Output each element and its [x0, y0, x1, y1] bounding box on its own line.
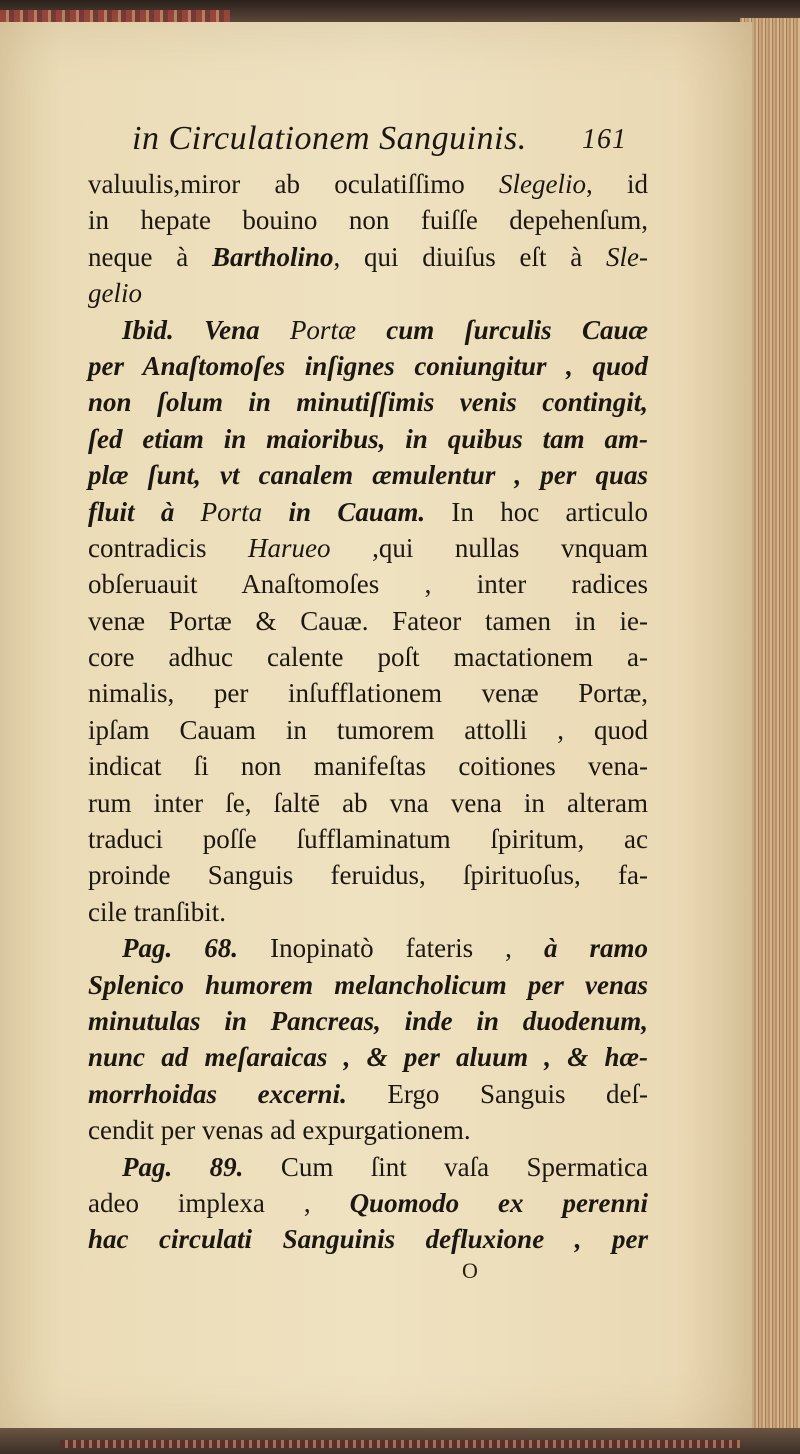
text-run: Splenico humorem melancholicum per venas: [88, 969, 648, 1000]
text-line: [88, 166, 648, 202]
text-line: [88, 348, 648, 384]
text-run: venæ Portæ & Cauæ. Fateor tamen in ie-: [88, 605, 648, 636]
text-line: [88, 494, 648, 530]
text-line: [88, 239, 648, 275]
text-line: [88, 930, 648, 966]
text-run: per Anaſtomoſes inſignes coniungitur , quod: [88, 350, 648, 381]
text-line: [88, 1003, 648, 1039]
text-run: Pag. 89.: [122, 1151, 244, 1182]
text-line: [88, 748, 648, 784]
text-run: ſed etiam in maioribus, in quibus tam am-: [88, 423, 648, 454]
text-run: gelio: [88, 278, 142, 309]
text-line: [88, 1112, 648, 1148]
text-run: adeo implexa ,: [88, 1187, 350, 1218]
text-run: core adhuc calente poſt mactationem a-: [88, 642, 648, 673]
text-run: non ſolum in minutiſſimis venis contingit,: [88, 387, 648, 418]
text-line: [88, 857, 648, 893]
text-run: minutulas in Pancreas, inde in duodenum,: [88, 1005, 648, 1036]
text-run: Inopinatò fateris ,: [238, 933, 544, 964]
text-line: [88, 1221, 648, 1257]
text-run: Bartholino: [211, 241, 334, 272]
text-line: [88, 821, 648, 857]
running-head-title: in Circulationem Sanguinis.: [132, 120, 527, 157]
text-run: Cum ſint vaſa Spermatica: [243, 1151, 648, 1182]
text-run: contradicis: [88, 532, 249, 563]
text-line: [88, 639, 648, 675]
text-line: [88, 202, 648, 238]
text-line: [88, 566, 648, 602]
text-run: in hepate bouino non fuiſſe depehenſum,: [88, 205, 648, 236]
text-run: Sle-: [606, 241, 649, 272]
bottom-headband: [60, 1440, 740, 1448]
text-run: rum inter ſe, ſaltē ab vna vena in alteram: [88, 787, 648, 818]
text-run: à ramo: [543, 933, 648, 964]
text-run: Portæ: [289, 314, 356, 345]
text-run: indicat ſi non manifeſtas coitiones vena-: [88, 751, 648, 782]
text-line: [88, 530, 648, 566]
text-line: [88, 1149, 648, 1185]
text-run: morrhoidas excerni.: [88, 1078, 347, 1109]
text-run: neque à: [88, 241, 212, 272]
text-line: [88, 275, 648, 311]
text-run: in Cauam.: [262, 496, 426, 527]
page-number: 161: [582, 124, 627, 155]
text-run: nunc ad meſaraicas , & per aluum , & hæ-: [88, 1042, 648, 1073]
catchword: O: [462, 1258, 478, 1283]
text-run: nimalis, per inſufflationem venæ Portæ,: [88, 678, 648, 709]
text-run: fluit à: [88, 496, 201, 527]
text-line: [88, 384, 648, 420]
text-run: Slegelio: [498, 169, 586, 199]
text-line: [88, 1185, 648, 1221]
text-run: Quomodo ex perenni: [349, 1187, 648, 1218]
text-run: Porta: [200, 496, 263, 527]
text-run: Ergo Sanguis deſ-: [346, 1078, 648, 1109]
text-line: [88, 785, 648, 821]
text-run: In hoc articulo: [425, 496, 648, 527]
text-line: [88, 712, 648, 748]
text-run: valuulis,miror ab oculatiſſimo: [88, 169, 499, 199]
text-line: [88, 967, 648, 1003]
text-run: hac circulati Sanguinis defluxione , per: [88, 1224, 648, 1255]
body-text: [88, 166, 648, 1258]
text-line: [88, 421, 648, 457]
text-run: Harueo: [248, 532, 331, 563]
text-run: , qui diuiſus eſt à: [333, 241, 607, 272]
text-line: [88, 675, 648, 711]
text-run: cum ſurculis Cauæ: [355, 314, 648, 345]
text-line: [88, 894, 648, 930]
text-run: , id: [585, 169, 648, 199]
text-run: obſeruauit Anaſtomoſes , inter radices: [88, 569, 648, 600]
text-line: [88, 603, 648, 639]
text-line: [88, 1039, 648, 1075]
text-run: traduci poſſe ſufflaminatum ſpiritum, ac: [88, 824, 648, 855]
text-block: [88, 118, 648, 1258]
text-line: [88, 312, 648, 348]
text-run: Ibid. Vena: [122, 314, 290, 345]
text-run: proinde Sanguis feruidus, ſpirituoſus, fa-: [88, 860, 648, 891]
text-run: ipſam Cauam in tumorem attolli , quod: [88, 714, 648, 745]
text-line: [88, 1076, 648, 1112]
text-run: ,qui nullas vnquam: [330, 532, 648, 563]
text-run: cendit per venas ad expurgationem.: [88, 1115, 471, 1146]
text-run: cile tranſibit.: [88, 896, 226, 927]
running-head: [88, 118, 648, 166]
text-run: Pag. 68.: [122, 933, 239, 964]
text-line: [88, 457, 648, 493]
text-run: plæ ſunt, vt canalem æmulentur , per quas: [88, 460, 648, 491]
